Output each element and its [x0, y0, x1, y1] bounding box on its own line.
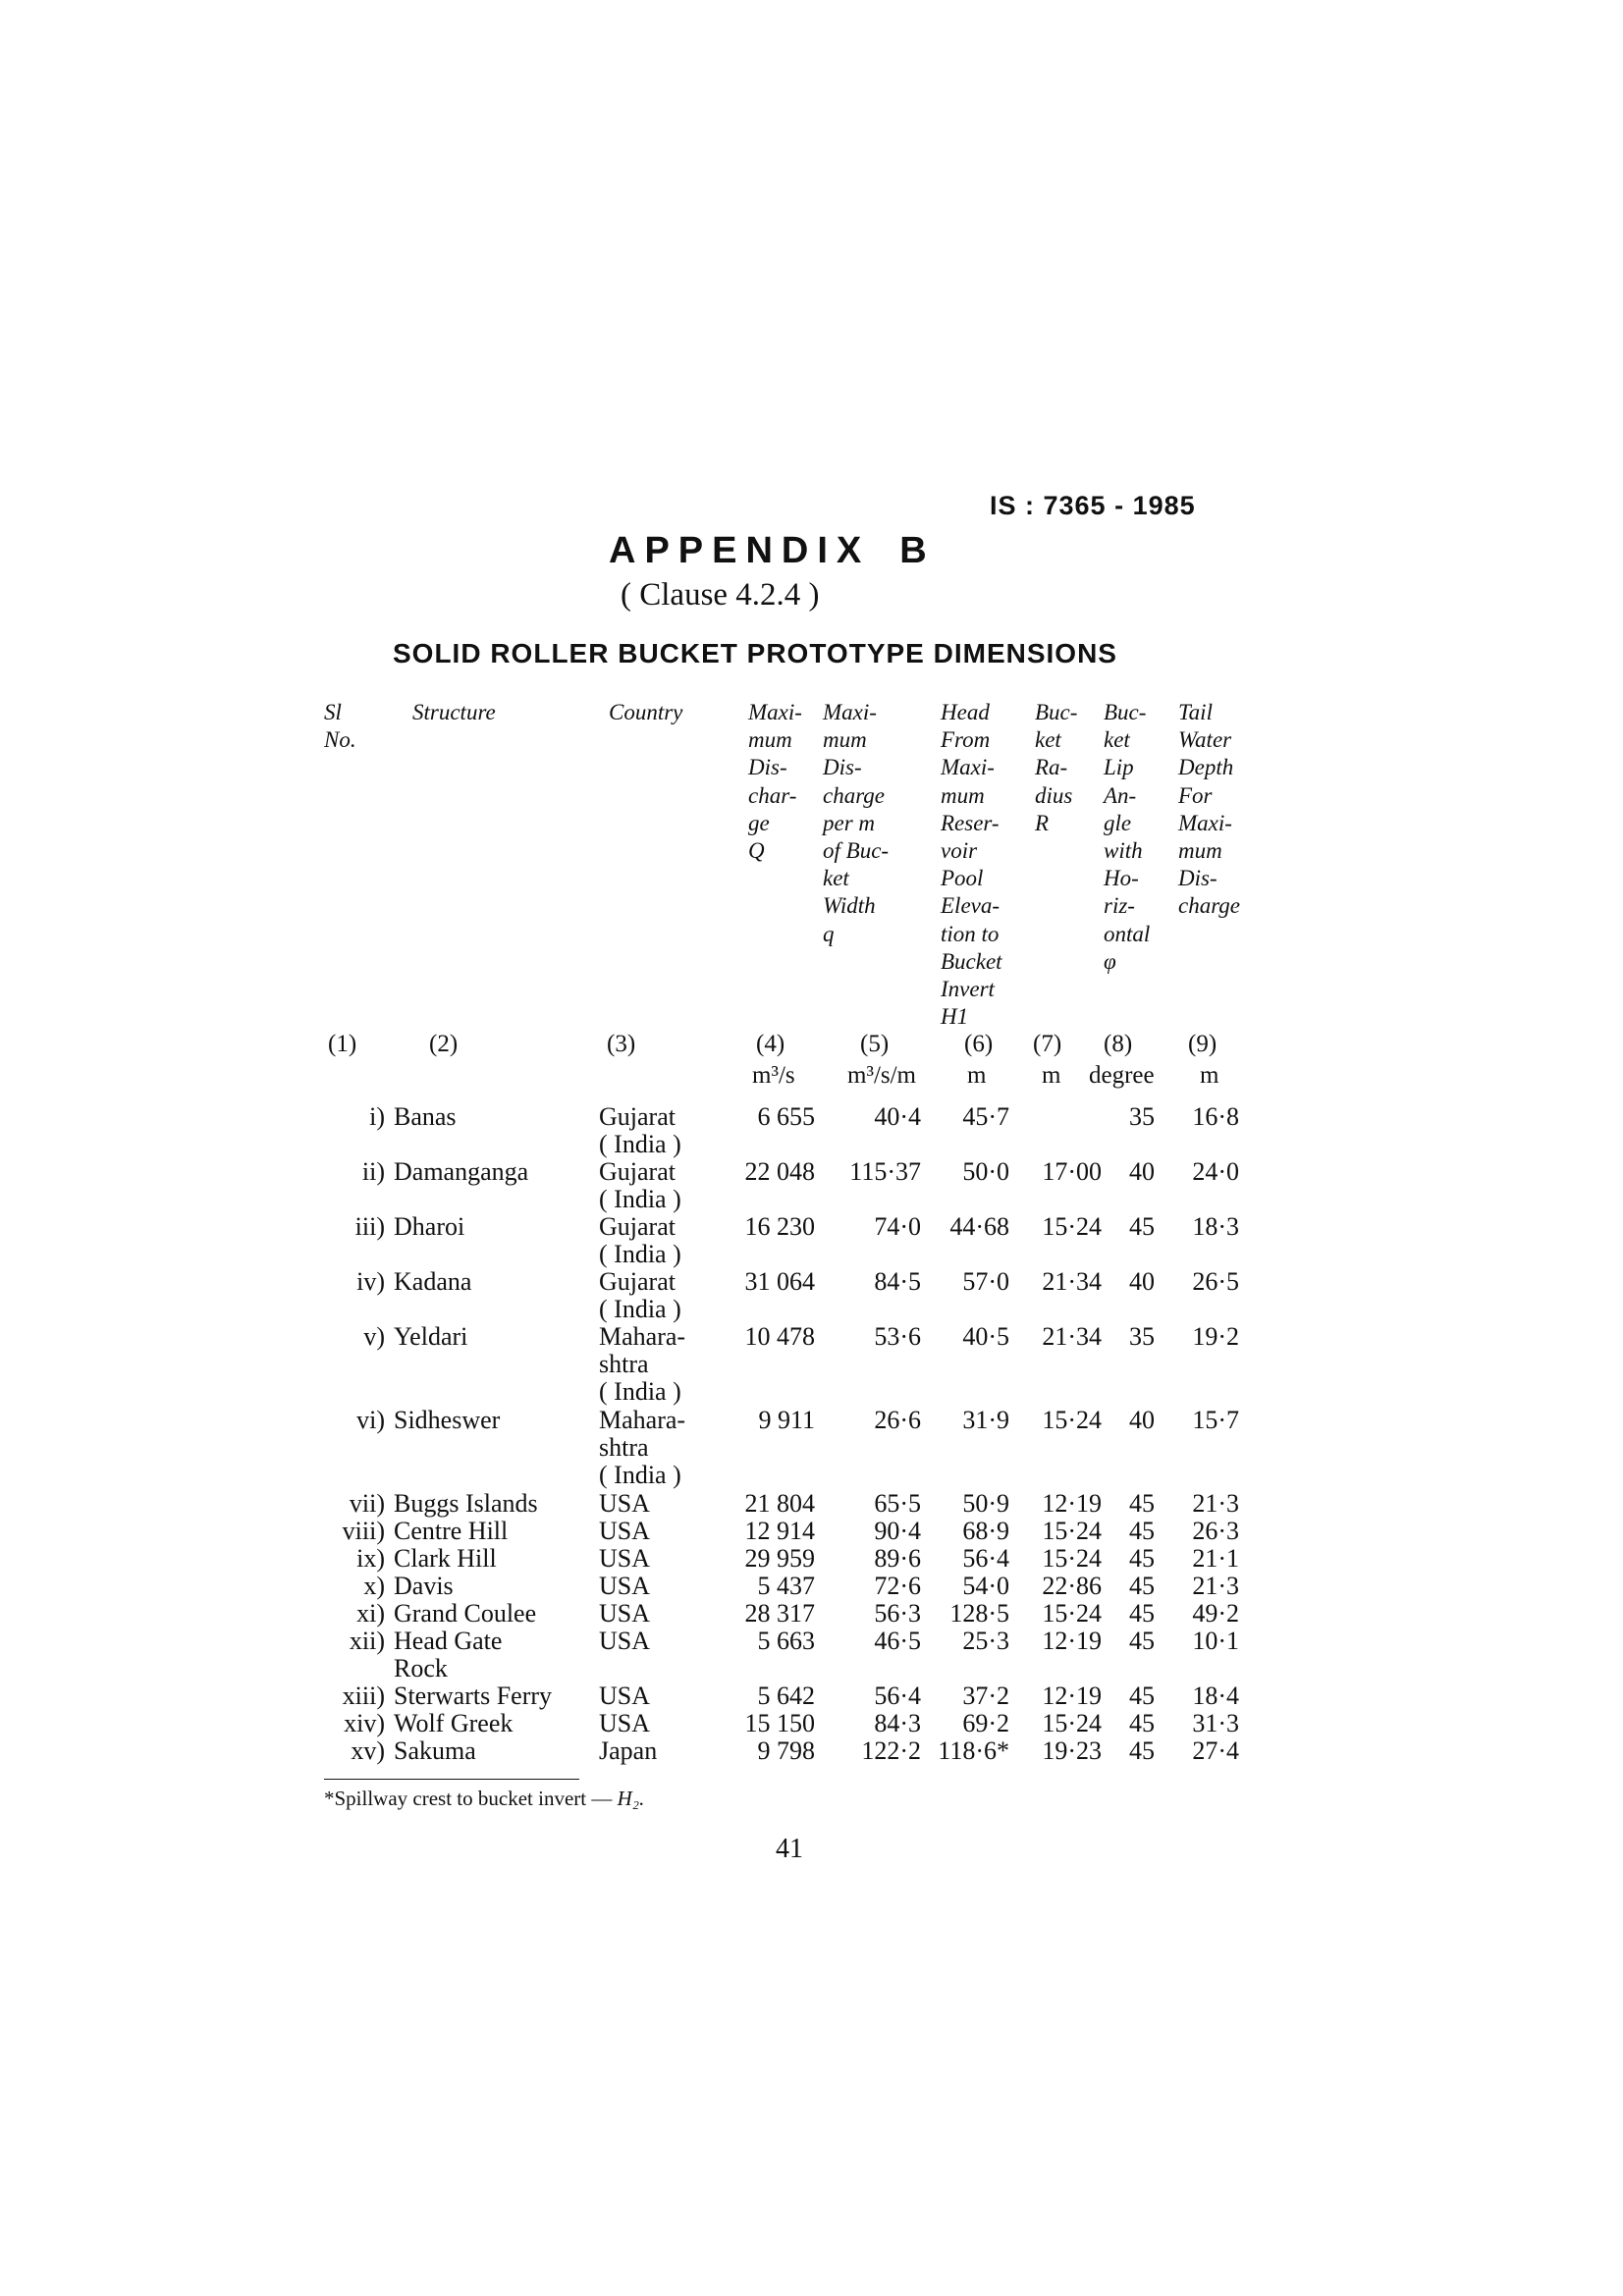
table-cell: 45·7	[962, 1102, 1009, 1131]
table-cell: 18·3	[1192, 1212, 1239, 1241]
table-cell: 68·9	[962, 1517, 1009, 1545]
table-cell: 29 959	[744, 1544, 815, 1573]
table-cell: 37·2	[962, 1682, 1009, 1710]
column-number: (2)	[429, 1031, 459, 1057]
table-cell: 40·4	[874, 1102, 921, 1131]
column-header: Buc- ket Lip An- gle with Ho- riz- ontal φ	[1104, 700, 1151, 974]
table-cell: USA	[599, 1627, 651, 1655]
table-cell: 45	[1129, 1572, 1155, 1600]
table-cell: 18·4	[1192, 1682, 1239, 1710]
column-number: (5)	[860, 1031, 890, 1057]
table-cell: 31·3	[1192, 1709, 1239, 1737]
table-cell: 56·4	[874, 1682, 921, 1710]
table-cell: Head Gate Rock	[394, 1627, 503, 1682]
column-number: (8)	[1104, 1031, 1133, 1057]
table-cell: 15·24	[1042, 1212, 1102, 1241]
table-cell: 45	[1129, 1682, 1155, 1710]
table-cell: Gujarat ( India )	[599, 1157, 681, 1213]
column-unit: m³/s/m	[847, 1062, 917, 1089]
table-cell: 22 048	[744, 1157, 815, 1186]
table-cell: Gujarat ( India )	[599, 1267, 681, 1323]
table-cell: 128·5	[949, 1599, 1009, 1628]
table-cell: Japan	[599, 1736, 658, 1765]
table-cell: 54·0	[962, 1572, 1009, 1600]
table-cell: 50·9	[962, 1489, 1009, 1518]
standard-number: IS : 7365 - 1985	[990, 491, 1196, 520]
table-cell: 45	[1129, 1517, 1155, 1545]
column-number: (7)	[1033, 1031, 1062, 1057]
column-header: Tail Water Depth For Maxi- mum Dis- charge	[1178, 700, 1241, 919]
table-cell: 53·6	[874, 1322, 921, 1351]
table-cell: 24·0	[1192, 1157, 1239, 1186]
table-cell: 12·19	[1042, 1627, 1102, 1655]
table-cell: v)	[363, 1322, 385, 1351]
column-header: Structure	[412, 700, 496, 724]
table-cell: USA	[599, 1599, 651, 1628]
table-cell: 118·6*	[938, 1736, 1009, 1765]
table-cell: Centre Hill	[394, 1517, 509, 1545]
table-cell: USA	[599, 1544, 651, 1573]
table-cell: 15·24	[1042, 1599, 1102, 1628]
table-cell: 19·2	[1192, 1322, 1239, 1351]
table-cell: 115·37	[849, 1157, 921, 1186]
table-cell: 21 804	[744, 1489, 815, 1518]
table-cell: 15·24	[1042, 1517, 1102, 1545]
column-number: (4)	[756, 1031, 785, 1057]
table-cell: 45	[1129, 1489, 1155, 1518]
column-header: Maxi- mum Dis- char- ge Q	[748, 700, 802, 864]
column-number: (9)	[1188, 1031, 1217, 1057]
table-cell: Mahara- shtra ( India )	[599, 1322, 686, 1406]
table-cell: 28 317	[744, 1599, 815, 1628]
table-cell: xiv)	[344, 1709, 385, 1737]
table-cell: 21·3	[1192, 1489, 1239, 1518]
table-cell: i)	[369, 1102, 385, 1131]
table-cell: 5 437	[757, 1572, 815, 1600]
table-cell: 56·3	[874, 1599, 921, 1628]
table-cell: Damanganga	[394, 1157, 529, 1186]
table-cell: 27·4	[1192, 1736, 1239, 1765]
table-cell: 6 655	[757, 1102, 815, 1131]
column-header: Sl No.	[324, 700, 356, 753]
table-title: SOLID ROLLER BUCKET PROTOTYPE DIMENSIONS	[393, 638, 1117, 668]
column-unit: m	[1042, 1062, 1061, 1089]
table-cell: 21·3	[1192, 1572, 1239, 1600]
table-cell: 74·0	[874, 1212, 921, 1241]
column-header: Buc- ket Ra- dius R	[1035, 700, 1078, 835]
table-cell: 15·24	[1042, 1709, 1102, 1737]
table-cell: USA	[599, 1517, 651, 1545]
table-cell: 5 642	[757, 1682, 815, 1710]
column-unit: m	[1200, 1062, 1219, 1089]
table-cell: 84·3	[874, 1709, 921, 1737]
table-cell: 16 230	[744, 1212, 815, 1241]
table-cell: 56·4	[962, 1544, 1009, 1573]
table-cell: USA	[599, 1682, 651, 1710]
table-cell: USA	[599, 1572, 651, 1600]
table-cell: 40	[1129, 1267, 1155, 1296]
column-header: Country	[609, 700, 683, 724]
table-cell: USA	[599, 1709, 651, 1737]
table-cell: Banas	[394, 1102, 457, 1131]
table-cell: 122·2	[861, 1736, 921, 1765]
table-cell: xv)	[351, 1736, 385, 1765]
footnote-text: *Spillway crest to bucket invert —	[324, 1787, 618, 1810]
table-cell: 12 914	[744, 1517, 815, 1545]
table-cell: 19·23	[1042, 1736, 1102, 1765]
column-header: Maxi- mum Dis- charge per m of Buc- ket Width q	[823, 700, 890, 946]
table-cell: xii)	[349, 1627, 385, 1655]
table-cell: iii)	[354, 1212, 385, 1241]
table-cell: 26·3	[1192, 1517, 1239, 1545]
table-cell: 46·5	[874, 1627, 921, 1655]
table-cell: 15 150	[744, 1709, 815, 1737]
table-cell: 89·6	[874, 1544, 921, 1573]
table-cell: 50·0	[962, 1157, 1009, 1186]
table-cell: Gujarat ( India )	[599, 1102, 681, 1158]
table-cell: 25·3	[962, 1627, 1009, 1655]
column-number: (1)	[328, 1031, 357, 1057]
table-cell: 65·5	[874, 1489, 921, 1518]
table-cell: Clark Hill	[394, 1544, 497, 1573]
appendix-label: APPENDIX	[609, 530, 871, 571]
table-cell: 5 663	[757, 1627, 815, 1655]
table-cell: viii)	[342, 1517, 385, 1545]
column-header: Head From Maxi- mum Reser- voir Pool Eleva- tion to Bucket Invert H1	[941, 700, 1002, 1030]
clause-reference: ( Clause 4.2.4 )	[621, 577, 820, 613]
table-cell: ii)	[361, 1157, 385, 1186]
table-cell: 26·6	[874, 1406, 921, 1434]
table-cell: 9 911	[758, 1406, 815, 1434]
table-cell: USA	[599, 1489, 651, 1518]
table-cell: 12·19	[1042, 1682, 1102, 1710]
table-cell: 16·8	[1192, 1102, 1239, 1131]
table-cell: 10 478	[744, 1322, 815, 1351]
table-cell: 45	[1129, 1709, 1155, 1737]
table-cell: 15·7	[1192, 1406, 1239, 1434]
table-cell: Sakuma	[394, 1736, 476, 1765]
table-cell: Buggs Islands	[394, 1489, 538, 1518]
table-cell: 72·6	[874, 1572, 921, 1600]
table-cell: 44·68	[949, 1212, 1009, 1241]
table-cell: xiii)	[342, 1682, 385, 1710]
table-cell: 40	[1129, 1157, 1155, 1186]
table-cell: vii)	[349, 1489, 385, 1518]
table-cell: iv)	[356, 1267, 385, 1296]
table-cell: Sterwarts Ferry	[394, 1682, 553, 1710]
table-cell: x)	[363, 1572, 385, 1600]
appendix-letter: B	[899, 530, 936, 571]
table-cell: 21·1	[1192, 1544, 1239, 1573]
table-cell: 15·24	[1042, 1406, 1102, 1434]
table-cell: 84·5	[874, 1267, 921, 1296]
footnote	[324, 1787, 644, 1811]
appendix-heading	[609, 530, 936, 572]
table-cell: Kadana	[394, 1267, 472, 1296]
table-cell: 57·0	[962, 1267, 1009, 1296]
table-cell: 45	[1129, 1212, 1155, 1241]
table-cell: Wolf Greek	[394, 1709, 514, 1737]
table-cell: Grand Coulee	[394, 1599, 537, 1628]
table-cell: ix)	[356, 1544, 385, 1573]
column-unit: m³/s	[752, 1062, 795, 1089]
table-cell: 21·34	[1042, 1322, 1102, 1351]
table-cell: Yeldari	[394, 1322, 468, 1351]
table-cell: vi)	[356, 1406, 385, 1434]
table-cell: Dharoi	[394, 1212, 465, 1241]
table-cell: 45	[1129, 1736, 1155, 1765]
table-cell: 49·2	[1192, 1599, 1239, 1628]
table-cell: 40	[1129, 1406, 1155, 1434]
column-number: (3)	[607, 1031, 636, 1057]
table-cell: 90·4	[874, 1517, 921, 1545]
table-cell: 31·9	[962, 1406, 1009, 1434]
column-number: (6)	[964, 1031, 994, 1057]
table-cell: Mahara- shtra ( India )	[599, 1406, 686, 1489]
table-cell: 22·86	[1042, 1572, 1102, 1600]
table-cell: 45	[1129, 1599, 1155, 1628]
table-cell: 45	[1129, 1627, 1155, 1655]
table-cell: 31 064	[744, 1267, 815, 1296]
table-cell: xi)	[356, 1599, 385, 1628]
table-cell: 35	[1129, 1102, 1155, 1131]
table-cell: 45	[1129, 1544, 1155, 1573]
table-cell: Gujarat ( India )	[599, 1212, 681, 1268]
table-cell: Davis	[394, 1572, 454, 1600]
page-number: 41	[776, 1834, 803, 1864]
table-cell: 21·34	[1042, 1267, 1102, 1296]
table-cell: 12·19	[1042, 1489, 1102, 1518]
column-unit: m	[967, 1062, 987, 1089]
footnote-rule	[324, 1779, 579, 1780]
table-cell: 40·5	[962, 1322, 1009, 1351]
table-cell: 9 798	[757, 1736, 815, 1765]
table-cell: 35	[1129, 1322, 1155, 1351]
table-cell: 10·1	[1192, 1627, 1239, 1655]
table-cell: 26·5	[1192, 1267, 1239, 1296]
table-cell: 15·24	[1042, 1544, 1102, 1573]
footnote-symbol: H₂.	[617, 1787, 645, 1810]
table-cell: Sidheswer	[394, 1406, 501, 1434]
table-cell: 17·00	[1042, 1157, 1102, 1186]
column-unit: degree	[1089, 1062, 1155, 1089]
table-cell: 69·2	[962, 1709, 1009, 1737]
